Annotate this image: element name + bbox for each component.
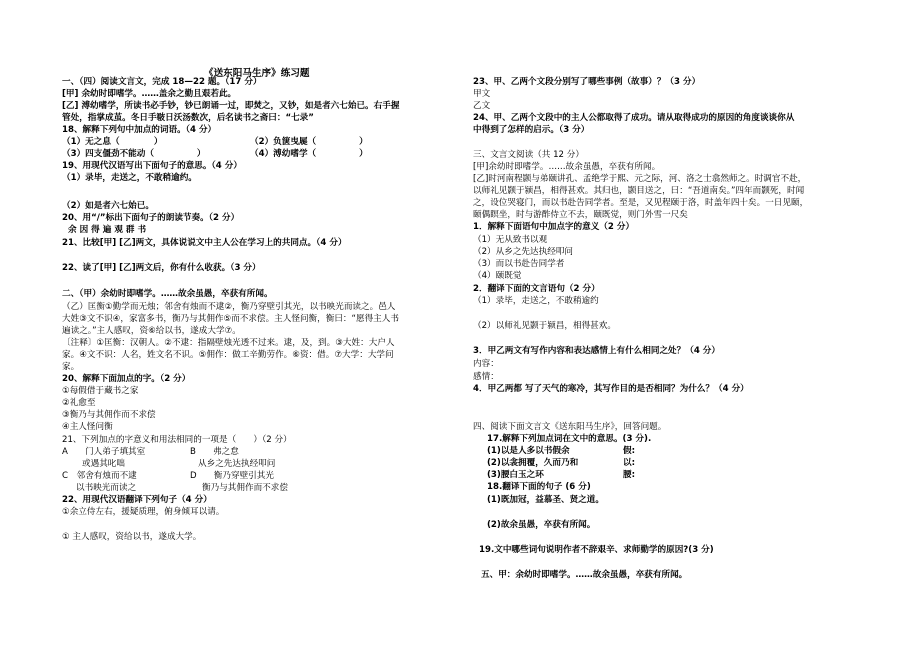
left-line: 大姓③文不识④，家富多书，衡乃与其佣作⑤而不求偿。主人怪问衡，衡曰：“愿得主人书 [62, 314, 399, 324]
left-line: 21、比较[甲] [乙]两文，具体说说文中主人公在学习上的共同点。（4 分） [62, 238, 347, 248]
left-line: （1）录毕，走送之，不敢稍逾约。 [62, 173, 197, 183]
right-line: 18.翻译下面的句子 (6 分) [487, 482, 591, 492]
left-line: （乙）匡衡①勤学而无烛；邻舍有烛而不逮②，衡乃穿壁引其光，以书映光而读之。邑人 [62, 302, 396, 312]
right-line: (3)腰白玉之环 [487, 470, 544, 480]
right-line: 内容： [473, 359, 499, 369]
right-line: (2)故余虽愚，卒获有所闻。 [487, 520, 596, 530]
right-line: 3．甲乙两文有写作内容和表达感情上有什么相同之处？（4 分） [473, 346, 720, 356]
right-line: （4）颐既觉 [473, 271, 522, 281]
right-line: (2)以衾拥覆，久而乃和 [487, 458, 579, 468]
left-line: 从乡之先达执经叩问 [198, 459, 276, 469]
left-line: ①余立侍左右，援疑质理，俯身倾耳以请。 [62, 507, 225, 517]
right-line: 19.文中哪些词句说明作者不辞艰辛、求师勤学的原因?(3 分) [479, 545, 714, 555]
right-line: 甲文 [473, 89, 491, 99]
page-title: 《送东阳马生序》练习题 [204, 68, 310, 79]
left-line: （3）四支僵劲不能动（ ） [62, 149, 206, 159]
left-line: 18、解释下列句中加点的词语。（4 分） [62, 125, 217, 135]
right-line: 五、甲：余幼时即嗜学。……故余虽愚，卒获有所闻。 [481, 570, 688, 580]
right-line: （1）录毕，走送之，不敢稍逾约 [473, 296, 599, 306]
right-line: 感情： [473, 372, 499, 382]
left-line: ②礼愈至 [62, 398, 96, 408]
left-line: A 门人弟子填其室 [62, 447, 146, 457]
left-line: D 衡乃穿壁引其光 [190, 471, 274, 481]
left-line: 家。④文不识：人名，姓文名不识。⑤佣作：做工辛勤劳作。⑥资：借。⑦大学：大学问 [62, 350, 394, 360]
right-line: 1．解释下面语句中加点字的意义（2 分） [473, 222, 635, 232]
right-line: 颐偶瞑坐，时与游酢侍立不去，颐既觉，则门外雪一尺矣 [473, 210, 688, 220]
right-line: 4．甲乙两都 写了天气的寒冷，其写作目的是否相同？为什么？（4 分） [473, 384, 749, 394]
left-line: （1）无之息（ ） [62, 137, 163, 147]
left-line: 家。 [62, 362, 80, 372]
right-line: 四、阅读下面文言文《送东阳马生序》，回答问题。 [473, 422, 667, 432]
left-line: 或遇其叱咄 [82, 459, 125, 469]
left-line: 19、用现代汉语写出下面句子的意思。（4 分） [62, 161, 242, 171]
left-line: B 弗之怠 [190, 447, 239, 457]
right-column [473, 0, 893, 651]
left-line: 22、用现代汉语翻译下列句子（4 分） [62, 495, 212, 505]
left-line: 20、解释下面加点的字。（2 分） [62, 374, 191, 384]
left-line: （4）溥幼嗜学（ ） [250, 149, 368, 159]
left-line: 21、下列加点的字意义和用法相同的一项是（ ）（2 分） [62, 435, 292, 445]
left-line: 衡乃与其佣作而不求偿 [202, 483, 288, 493]
left-line: C 邻舍有烛而不逮 [62, 471, 137, 481]
right-line: 以: [623, 458, 636, 468]
right-line: 假: [623, 446, 636, 456]
left-line: [乙] 溥幼嗜学，所读书必手钞，钞已朗诵一过，即焚之，又钞，如是者六七始已。右手握 [62, 101, 400, 111]
right-line: (1)既加冠，益慕圣、贤之道。 [487, 495, 604, 505]
right-line: 24、甲、乙两个文段中的主人公都取得了成功。请从取得成功的原因的角度谈谈你从 [473, 113, 795, 123]
left-line: 管处，指掌成茧。冬日手皲日沃汤数次，后名读书之斋曰：“七录” [62, 113, 314, 123]
right-line: （2）从乡之先达执经叩问 [473, 247, 573, 257]
left-line: 余 因 得 遍 观 群 书 [68, 225, 147, 235]
left-line: [甲] 余幼时即嗜学。……盖余之勤且艰若此。 [62, 89, 237, 99]
left-line: 二、（甲）余幼时即嗜学。……故余虽愚，卒获有所闻。 [62, 289, 273, 299]
left-line: ④主人怪问衡 [62, 422, 113, 432]
left-line: 〔注释〕①匡衡：汉朝人。②不逮：指隔壁烛光透不过来。逮，及，到。③大姓：大户人 [62, 338, 395, 348]
left-line: 以书映光而读之 [76, 483, 137, 493]
right-line: (1)以是人多以书假余 [487, 446, 570, 456]
left-line: （2）如是者六七始已。 [62, 201, 154, 211]
right-line: 以师礼见颢于颍昌，相得甚欢。其归也，颢目送之，曰：“吾道南矣。”四年而颢死，时闻 [473, 186, 805, 196]
right-line: 乙文 [473, 101, 491, 111]
left-line: 22、读了[甲] [乙]两文后，你有什么收获。（3 分） [62, 263, 261, 273]
left-line: ① 主人感叹，资给以书，遂成大学。 [62, 532, 202, 542]
right-line: 23、甲、乙两个文段分别写了哪些事例（故事）？（3 分） [473, 77, 701, 87]
left-line: （2）负箧曳屣（ ） [250, 137, 368, 147]
left-line: ③衡乃与其佣作而不求偿 [62, 410, 156, 420]
right-line: 腰: [623, 470, 636, 480]
left-line: 遍读之。”主人感叹，资⑥给以书，遂成大学⑦。 [62, 326, 241, 336]
left-line: ①每假借于藏书之家 [62, 386, 139, 396]
right-line: 三、文言文阅读（共 12 分） [473, 150, 584, 160]
right-line: （1）无从致书以观 [473, 235, 548, 245]
right-line: （3）而以书赴告同学者 [473, 259, 565, 269]
left-column [62, 0, 452, 651]
right-line: [甲]余幼时即嗜学。……故余虽愚，卒获有所闻。 [473, 162, 661, 172]
left-line: 一、（四）阅读文言文，完成 18—22 题。（17 分） [62, 77, 262, 87]
right-line: 之，设位哭寝门，而以书赴告同学者。至是，又见程颐于洛，时盖年四十矣。一日见颐， [473, 198, 809, 208]
right-line: （2）以师礼见颢于颍昌，相得甚欢。 [473, 321, 616, 331]
right-line: [乙]时河南程颢与弟颐讲孔、孟绝学于熙、元之际，河、洛之士翕然师之。时调官不赴， [473, 174, 807, 184]
left-line: 20、用“/”标出下面句子的朗读节奏。（2 分） [62, 213, 240, 223]
right-line: 中得到了怎样的启示。（3 分） [473, 125, 590, 135]
right-line: 2．翻译下面的文言语句（2 分） [473, 284, 600, 294]
right-line: 17.解释下列加点词在文中的意思。(3 分). [487, 434, 652, 444]
